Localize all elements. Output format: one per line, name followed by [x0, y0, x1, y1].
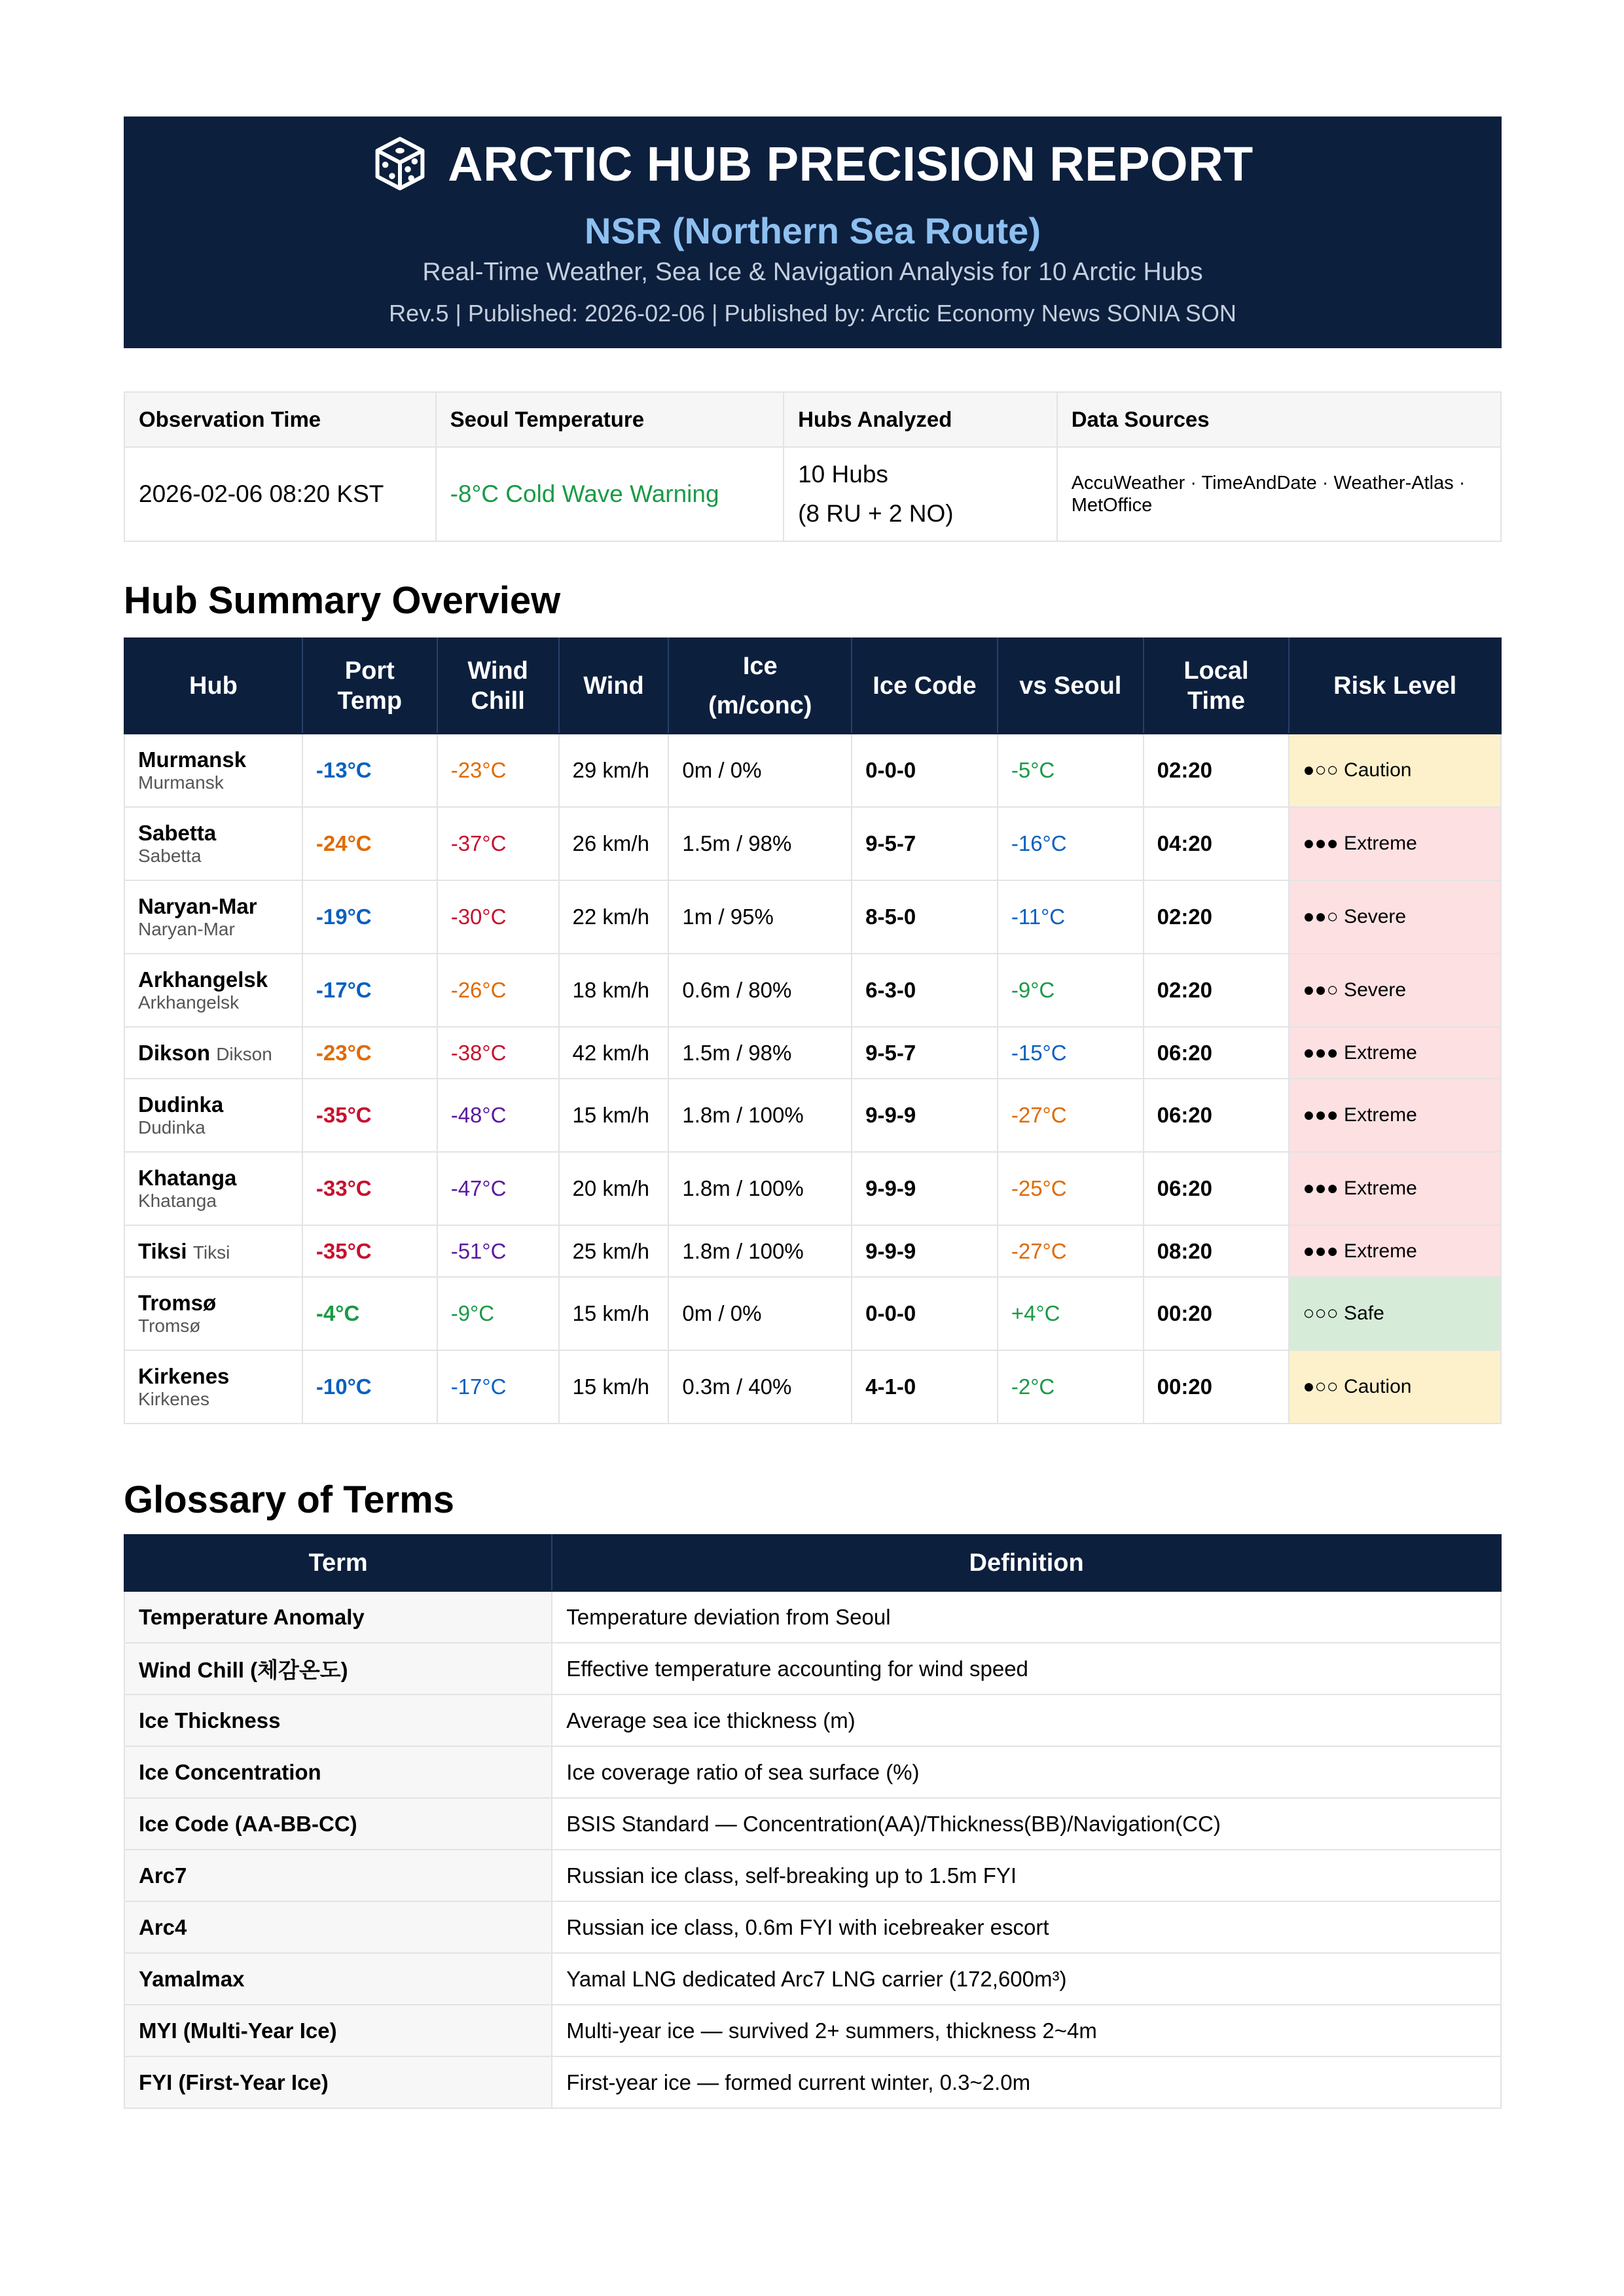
glossary-definition: Russian ice class, self-breaking up to 1.5m FYI	[552, 1850, 1501, 1901]
risk-level: ●●○ Severe	[1289, 954, 1501, 1027]
title-text: ARCTIC HUB PRECISION REPORT	[448, 136, 1254, 191]
risk-level: ●●● Extreme	[1289, 807, 1501, 880]
wind: 42 km/h	[559, 1027, 669, 1079]
col-ice-line2: (m/conc)	[708, 692, 812, 719]
glossary-row	[124, 1695, 1501, 1746]
ice-code: 9-9-9	[852, 1079, 998, 1152]
ice-code: 9-5-7	[852, 1027, 998, 1079]
report-revision: Rev.5 | Published: 2026-02-06 | Published by: Arctic Economy News SONIA SON	[389, 300, 1236, 327]
hub-cell	[124, 1225, 302, 1277]
local-time: 02:20	[1144, 954, 1290, 1027]
seoul-temperature-value: -8°C Cold Wave Warning	[436, 447, 784, 541]
col-wind-chill	[437, 638, 559, 734]
wind: 25 km/h	[559, 1225, 669, 1277]
col-ice-line1: Ice	[742, 653, 778, 680]
hub-row-khatanga	[124, 1152, 1501, 1225]
glossary-row	[124, 1798, 1501, 1850]
hub-summary-heading: Hub Summary Overview	[124, 579, 561, 622]
info-header-row	[124, 392, 1501, 447]
glossary-term: Arc7	[124, 1850, 552, 1901]
wind: 15 km/h	[559, 1277, 669, 1350]
wind: 20 km/h	[559, 1152, 669, 1225]
wind-chill: -26°C	[437, 954, 559, 1027]
hub-cell	[124, 954, 302, 1027]
wind-chill: -9°C	[437, 1277, 559, 1350]
vs-seoul: -27°C	[998, 1079, 1144, 1152]
report-description: Real-Time Weather, Sea Ice & Navigation Analysis for 10 Arctic Hubs	[422, 258, 1203, 286]
risk-level: ○○○ Safe	[1289, 1277, 1501, 1350]
ice-code: 4-1-0	[852, 1350, 998, 1424]
hub-row-tromso	[124, 1277, 1501, 1350]
wind-chill: -51°C	[437, 1225, 559, 1277]
hub-name: Sabetta	[138, 821, 217, 845]
hub-subname: Kirkenes	[138, 1389, 209, 1409]
col-local-time	[1144, 638, 1290, 734]
wind: 18 km/h	[559, 954, 669, 1027]
hub-name: Kirkenes	[138, 1364, 230, 1388]
wind-chill: -38°C	[437, 1027, 559, 1079]
hub-name: Dudinka	[138, 1092, 224, 1117]
local-time: 00:20	[1144, 1350, 1290, 1424]
wind: 15 km/h	[559, 1350, 669, 1424]
glossary-definition: BSIS Standard — Concentration(AA)/Thickness(BB)/Navigation(CC)	[552, 1798, 1501, 1850]
info-header-seoul-temperature: Seoul Temperature	[436, 392, 784, 447]
port-temp: -19°C	[302, 880, 437, 954]
port-temp: -35°C	[302, 1225, 437, 1277]
glossary-definition: Russian ice class, 0.6m FYI with icebreaker escort	[552, 1901, 1501, 1953]
hub-name: Arkhangelsk	[138, 967, 268, 992]
hub-subname: Tromsø	[138, 1316, 201, 1336]
wind-chill: -17°C	[437, 1350, 559, 1424]
hub-subname: Sabetta	[138, 846, 202, 866]
hub-row-dikson	[124, 1027, 1501, 1079]
ice: 1.5m / 98%	[668, 807, 852, 880]
hub-name: Khatanga	[138, 1166, 237, 1190]
glossary-definition: Yamal LNG dedicated Arc7 LNG carrier (172,600m³)	[552, 1953, 1501, 2005]
local-time: 06:20	[1144, 1079, 1290, 1152]
report-subtitle: NSR (Northern Sea Route)	[585, 210, 1041, 251]
ice: 1.8m / 100%	[668, 1152, 852, 1225]
glossary-row	[124, 1850, 1501, 1901]
port-temp: -23°C	[302, 1027, 437, 1079]
glossary-term: Ice Thickness	[124, 1695, 552, 1746]
ice-code: 8-5-0	[852, 880, 998, 954]
vs-seoul: -15°C	[998, 1027, 1144, 1079]
hub-name: Tromsø	[138, 1291, 217, 1315]
hub-subname: Naryan-Mar	[138, 919, 235, 939]
glossary-definition: Average sea ice thickness (m)	[552, 1695, 1501, 1746]
glossary-definition: Ice coverage ratio of sea surface (%)	[552, 1746, 1501, 1798]
ice-code: 6-3-0	[852, 954, 998, 1027]
hub-name: Murmansk	[138, 747, 247, 772]
col-vs-seoul: vs Seoul	[998, 638, 1144, 734]
glossary-row	[124, 1901, 1501, 1953]
glossary-term: Arc4	[124, 1901, 552, 1953]
glossary-definition: Temperature deviation from Seoul	[552, 1591, 1501, 1643]
hub-cell	[124, 880, 302, 954]
observation-time-value: 2026-02-06 08:20 KST	[124, 447, 436, 541]
hub-subname: Dudinka	[138, 1117, 206, 1138]
local-time: 06:20	[1144, 1027, 1290, 1079]
vs-seoul: -16°C	[998, 807, 1144, 880]
local-time: 06:20	[1144, 1152, 1290, 1225]
hub-cell	[124, 1079, 302, 1152]
hub-cell	[124, 1350, 302, 1424]
ice-code: 0-0-0	[852, 1277, 998, 1350]
ice: 1.8m / 100%	[668, 1225, 852, 1277]
hub-row-dudinka	[124, 1079, 1501, 1152]
risk-level: ●●● Extreme	[1289, 1027, 1501, 1079]
wind-chill: -48°C	[437, 1079, 559, 1152]
wind-chill: -30°C	[437, 880, 559, 954]
hub-name: Tiksi	[138, 1238, 187, 1263]
hub-subname: Tiksi	[192, 1242, 230, 1263]
ice: 0.6m / 80%	[668, 954, 852, 1027]
report-title	[124, 131, 1502, 196]
info-header-observation-time: Observation Time	[124, 392, 436, 447]
col-risk-level: Risk Level	[1289, 638, 1501, 734]
local-time: 02:20	[1144, 734, 1290, 807]
hub-cell	[124, 1152, 302, 1225]
glossary-row	[124, 1643, 1501, 1695]
risk-level: ●●● Extreme	[1289, 1079, 1501, 1152]
glossary-heading: Glossary of Terms	[124, 1479, 455, 1521]
glossary-term: Yamalmax	[124, 1953, 552, 2005]
hub-subname: Arkhangelsk	[138, 992, 240, 1013]
glossary-row	[124, 1746, 1501, 1798]
vs-seoul: -5°C	[998, 734, 1144, 807]
col-ice	[668, 638, 852, 734]
glossary-definition: First-year ice — formed current winter, 0.3~2.0m	[552, 2056, 1501, 2108]
ice: 1.8m / 100%	[668, 1079, 852, 1152]
hub-subname: Murmansk	[138, 772, 224, 793]
hub-subname: Khatanga	[138, 1191, 217, 1211]
ice-code: 9-9-9	[852, 1152, 998, 1225]
glossary-row	[124, 2056, 1501, 2108]
glossary-term: Ice Code (AA-BB-CC)	[124, 1798, 552, 1850]
wind: 29 km/h	[559, 734, 669, 807]
local-time: 00:20	[1144, 1277, 1290, 1350]
port-temp: -13°C	[302, 734, 437, 807]
risk-level: ●●● Extreme	[1289, 1152, 1501, 1225]
port-temp: -4°C	[302, 1277, 437, 1350]
wind-chill: -47°C	[437, 1152, 559, 1225]
hub-row-tiksi	[124, 1225, 1501, 1277]
vs-seoul: -27°C	[998, 1225, 1144, 1277]
ice: 1.5m / 98%	[668, 1027, 852, 1079]
info-value-row	[124, 447, 1501, 541]
glossary-definition: Effective temperature accounting for wind speed	[552, 1643, 1501, 1695]
ice: 0m / 0%	[668, 734, 852, 807]
risk-level: ●○○ Caution	[1289, 734, 1501, 807]
col-wind: Wind	[559, 638, 669, 734]
hub-cell	[124, 807, 302, 880]
glossary-table	[124, 1534, 1502, 2109]
port-temp: -33°C	[302, 1152, 437, 1225]
col-hub: Hub	[124, 638, 302, 734]
risk-level: ●●○ Severe	[1289, 880, 1501, 954]
hub-row-kirkenes	[124, 1350, 1501, 1424]
glossary-row	[124, 2005, 1501, 2056]
vs-seoul: -2°C	[998, 1350, 1144, 1424]
data-sources-value: AccuWeather · TimeAndDate · Weather-Atlas · MetOffice	[1057, 447, 1501, 541]
ice-code: 9-9-9	[852, 1225, 998, 1277]
local-time: 02:20	[1144, 880, 1290, 954]
col-ice-code: Ice Code	[852, 638, 998, 734]
glossary-term: MYI (Multi-Year Ice)	[124, 2005, 552, 2056]
col-wind-chill-line2: Chill	[471, 687, 525, 715]
info-table	[124, 391, 1502, 542]
glossary-term: Temperature Anomaly	[124, 1591, 552, 1643]
glossary-definition: Multi-year ice — survived 2+ summers, thickness 2~4m	[552, 2005, 1501, 2056]
dice-icon	[372, 135, 428, 192]
wind: 26 km/h	[559, 807, 669, 880]
wind-chill: -37°C	[437, 807, 559, 880]
wind: 15 km/h	[559, 1079, 669, 1152]
col-definition: Definition	[552, 1535, 1501, 1591]
port-temp: -24°C	[302, 807, 437, 880]
hub-summary-table	[124, 637, 1502, 1424]
hubs-breakdown: (8 RU + 2 NO)	[798, 500, 954, 527]
vs-seoul: +4°C	[998, 1277, 1144, 1350]
vs-seoul: -11°C	[998, 880, 1144, 954]
hubs-count: 10 Hubs	[798, 461, 888, 488]
glossary-term: Wind Chill (체감온도)	[124, 1643, 552, 1695]
local-time: 04:20	[1144, 807, 1290, 880]
col-local-time-line2: Time	[1187, 687, 1245, 715]
vs-seoul: -25°C	[998, 1152, 1144, 1225]
report-header	[124, 117, 1502, 348]
glossary-term: FYI (First-Year Ice)	[124, 2056, 552, 2108]
hubs-analyzed-value	[784, 447, 1057, 541]
risk-level: ●○○ Caution	[1289, 1350, 1501, 1424]
ice-code: 9-5-7	[852, 807, 998, 880]
local-time: 08:20	[1144, 1225, 1290, 1277]
port-temp: -10°C	[302, 1350, 437, 1424]
hub-row-murmansk	[124, 734, 1501, 807]
col-port-temp	[302, 638, 437, 734]
vs-seoul: -9°C	[998, 954, 1144, 1027]
ice: 1m / 95%	[668, 880, 852, 954]
ice: 0.3m / 40%	[668, 1350, 852, 1424]
wind-chill: -23°C	[437, 734, 559, 807]
col-wind-chill-line1: Wind	[467, 657, 528, 685]
hub-subname: Dikson	[216, 1043, 272, 1064]
hub-cell	[124, 734, 302, 807]
col-term: Term	[124, 1535, 552, 1591]
hub-row-sabetta	[124, 807, 1501, 880]
wind: 22 km/h	[559, 880, 669, 954]
hub-cell	[124, 1027, 302, 1079]
hub-header-row	[124, 638, 1501, 734]
risk-level: ●●● Extreme	[1289, 1225, 1501, 1277]
glossary-term: Ice Concentration	[124, 1746, 552, 1798]
ice: 0m / 0%	[668, 1277, 852, 1350]
ice-code: 0-0-0	[852, 734, 998, 807]
col-port-temp-line2: Temp	[337, 687, 403, 715]
col-port-temp-line1: Port	[344, 657, 395, 685]
glossary-row	[124, 1953, 1501, 2005]
hub-row-naryan-mar	[124, 880, 1501, 954]
hub-row-arkhangelsk	[124, 954, 1501, 1027]
glossary-row	[124, 1591, 1501, 1643]
info-header-hubs-analyzed: Hubs Analyzed	[784, 392, 1057, 447]
port-temp: -17°C	[302, 954, 437, 1027]
port-temp: -35°C	[302, 1079, 437, 1152]
col-local-time-line1: Local	[1183, 657, 1249, 685]
hub-name: Naryan-Mar	[138, 894, 257, 918]
glossary-header-row	[124, 1535, 1501, 1591]
hub-name: Dikson	[138, 1040, 211, 1065]
info-header-data-sources: Data Sources	[1057, 392, 1501, 447]
hub-cell	[124, 1277, 302, 1350]
